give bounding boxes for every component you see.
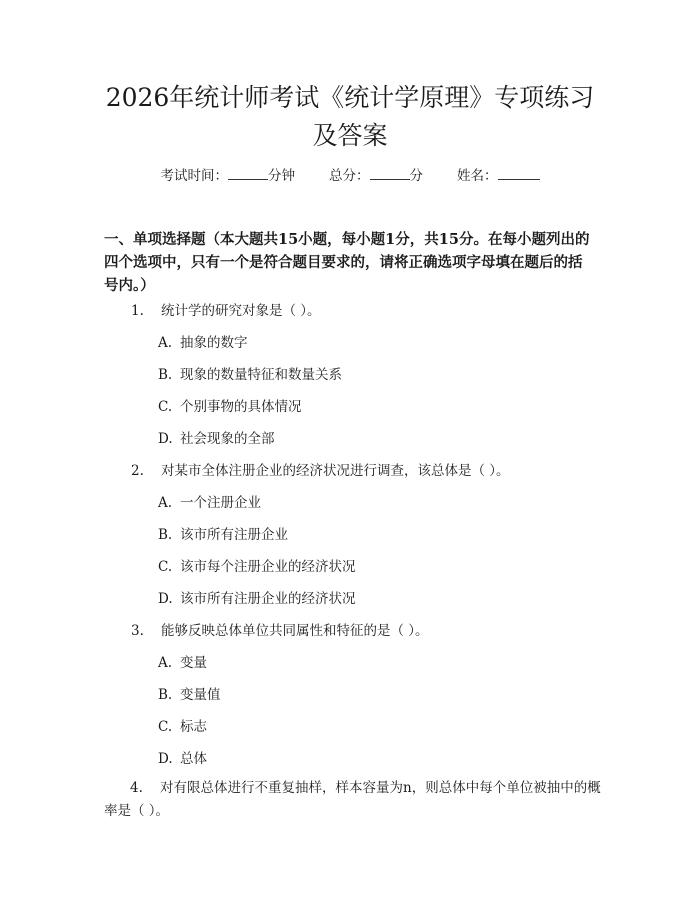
option-letter: A. — [158, 655, 173, 671]
total-score-label: 总分： — [329, 168, 370, 184]
total-score-blank — [370, 166, 410, 180]
option-text: 变量 — [180, 655, 207, 671]
question-3-option-c — [158, 717, 207, 737]
question-3 — [131, 621, 429, 641]
option-letter: B. — [158, 527, 173, 543]
exam-time-unit: 分钟 — [268, 168, 295, 184]
question-4 — [104, 777, 604, 823]
option-text: 标志 — [180, 719, 207, 735]
option-text: 该市每个注册企业的经济状况 — [180, 559, 356, 575]
question-2-option-d — [158, 589, 356, 609]
question-2-option-b — [158, 525, 288, 545]
question-2-option-a — [158, 493, 261, 513]
question-1-option-d — [158, 429, 275, 449]
student-name-blank — [498, 166, 540, 180]
option-letter: B. — [158, 367, 173, 383]
question-1-option-a — [158, 333, 248, 353]
question-text: 统计学的研究对象是（ ）。 — [161, 303, 321, 319]
student-name-field — [457, 166, 540, 186]
question-text: 对有限总体进行不重复抽样，样本容量为n，则总体中每个单位被抽中的概率是（ ）。 — [104, 780, 601, 819]
option-text: 社会现象的全部 — [180, 431, 275, 447]
question-number: 2. — [131, 463, 144, 479]
option-letter: B. — [158, 687, 173, 703]
option-letter: C. — [158, 399, 173, 415]
option-letter: C. — [158, 559, 173, 575]
exam-title-line1: 2026年统计师考试《统计学原理》专项练习 — [105, 83, 595, 112]
exam-time-label: 考试时间： — [160, 168, 228, 184]
option-text: 个别事物的具体情况 — [180, 399, 302, 415]
question-3-option-b — [158, 685, 221, 705]
exam-title-line2: 及答案 — [312, 121, 388, 150]
total-score-field — [329, 166, 423, 186]
exam-meta — [0, 166, 700, 186]
question-text: 对某市全体注册企业的经济状况进行调查，该总体是（ ）。 — [161, 463, 510, 479]
question-2-option-c — [158, 557, 356, 577]
option-letter: A. — [158, 335, 173, 351]
question-number: 1. — [131, 303, 144, 319]
exam-time-blank — [228, 166, 268, 180]
question-number: 4. — [130, 780, 143, 796]
question-2 — [131, 461, 510, 481]
option-letter: C. — [158, 719, 173, 735]
total-score-unit: 分 — [409, 168, 423, 184]
option-letter: D. — [158, 431, 173, 447]
question-1-option-c — [158, 397, 302, 417]
option-letter: A. — [158, 495, 173, 511]
option-letter: D. — [158, 751, 173, 767]
exam-time-field — [161, 166, 296, 186]
question-1-option-b — [158, 365, 342, 385]
question-3-option-d — [158, 749, 207, 769]
question-number: 3. — [131, 623, 144, 639]
option-text: 该市所有注册企业 — [180, 527, 288, 543]
section-heading: 一、单项选择题（本大题共15小题，每小题1分，共15分。在每小题列出的四个选项中，只有一个是符合题目要求的，请将正确选项字母填在题后的括号内。） — [104, 231, 590, 294]
option-text: 变量值 — [180, 687, 221, 703]
student-name-label: 姓名： — [457, 168, 498, 184]
question-1 — [131, 301, 321, 321]
option-text: 一个注册企业 — [180, 495, 261, 511]
option-text: 现象的数量特征和数量关系 — [180, 367, 342, 383]
question-text: 能够反映总体单位共同属性和特征的是（ ）。 — [161, 623, 429, 639]
option-letter: D. — [158, 591, 173, 607]
question-3-option-a — [158, 653, 207, 673]
option-text: 该市所有注册企业的经济状况 — [180, 591, 356, 607]
option-text: 抽象的数字 — [180, 335, 248, 351]
option-text: 总体 — [180, 751, 207, 767]
